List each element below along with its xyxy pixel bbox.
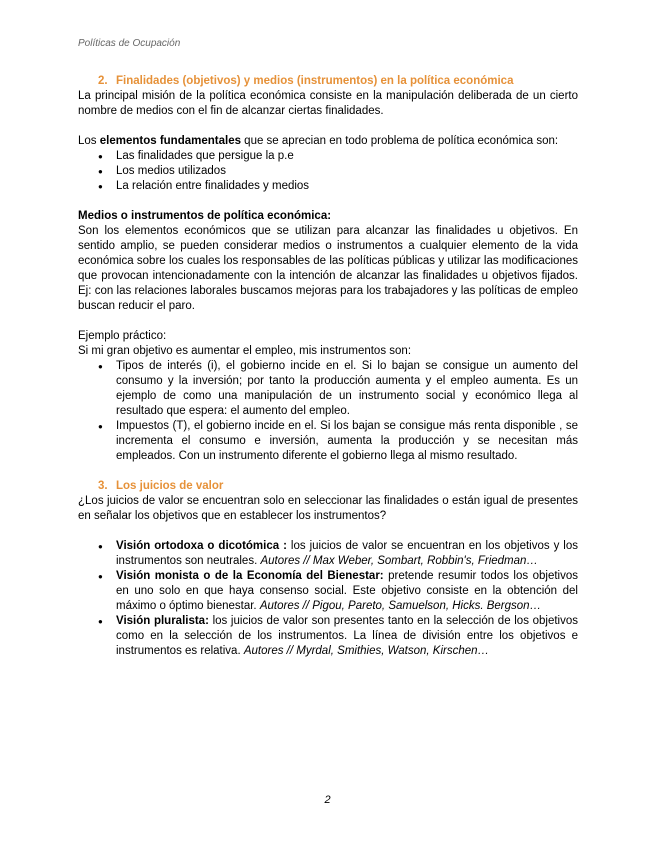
elements-sentence: Los elementos fundamentales que se aprecian en todo problema de política económica son:	[78, 135, 559, 147]
example-intro: Si mi gran objetivo es aumentar el empleo, mis instrumentos son:	[78, 345, 412, 357]
authors: Autores // Max Weber, Sombart, Robbin's, Friedman…	[260, 555, 538, 567]
section-2-title-text: Finalidades (objetivos) y medios (instrumentos) en la política económica	[116, 75, 514, 87]
section-2-number: 2.	[98, 75, 108, 87]
section-2-title	[78, 74, 578, 89]
list-item: ● Visión monista o de la Economía del Bienestar: pretende resumir todos los objetivos en uno solo en que haya consenso social. Este objetivo consiste en la obtención del máximo o óptimo bienestar. Autores // Pigou, Pareto, Samuelson, Hicks. Bergson…	[78, 569, 578, 614]
list-item: ● Visión pluralista: los juicios de valor son presentes tanto en la selección de los objetivos como en la selección de los instrumentos. La línea de división entre los objetivos e instrumentos es relativa. Autores // Myrdal, Smithies, Watson, Kirschen…	[78, 614, 578, 659]
page-content	[78, 74, 578, 659]
list-item: ● La relación entre finalidades y medios	[78, 179, 578, 194]
list-item: ● Los medios utilizados	[78, 164, 578, 179]
section-2-intro: La principal misión de la política económica consiste en la manipulación deliberada de un cierto nombre de medios con el fin de alcanzar ciertas finalidades.	[78, 90, 578, 117]
list-item: ● Tipos de interés (i), el gobierno incide en el. Si lo bajan se consigue un aumento del consumo y la inversión; por tanto la producción aumenta y el empleo aumenta. Es un ejemplo de como una manipulación de un instrumento social y económico llega al resultado que espera: el aumento del empleo.	[78, 359, 578, 419]
page-header: Políticas de Ocupación	[78, 38, 181, 49]
example-label: Ejemplo práctico:	[78, 330, 167, 342]
page-number: 2	[324, 794, 331, 806]
elements-list	[78, 149, 578, 194]
authors: Autores // Pigou, Pareto, Samuelson, Hicks. Bergson…	[259, 600, 542, 612]
vision-list	[78, 539, 578, 659]
authors: Autores // Myrdal, Smithies, Watson, Kirschen…	[243, 645, 490, 657]
section-3-title	[78, 479, 578, 494]
list-item: ● Visión ortodoxa o dicotómica : los juicios de valor se encuentran en los objetivos y los instrumentos son neutrales. Autores // Max Weber, Sombart, Robbin's, Friedman…	[78, 539, 578, 569]
section-3-question: ¿Los juicios de valor se encuentran solo en seleccionar las finalidades o están igual de presentes en señalar los objetivos que en establecer los instrumentos?	[78, 495, 578, 522]
section-3-title-text: Los juicios de valor	[116, 480, 224, 492]
section-3-number: 3.	[98, 480, 108, 492]
elements-bold: elementos fundamentales	[99, 135, 241, 147]
list-item: ● Impuestos (T), el gobierno incide en el. Si los bajan se consigue más renta disponible , se incrementa el consumo e inversión, aumenta la producción y se necesitan más empleados. Con un instrumento diferente el gobierno llega al mismo resultado.	[78, 419, 578, 464]
means-text: Son los elementos económicos que se utilizan para alcanzar las finalidades u objetivos. En sentido amplio, se pueden considerar medios o instrumentos a cualquier elemento de la vida económica sobre los cuales los responsables de las políticas públicas y utilizar las modificaciones que provocan intencionadamente con la intención de alcanzar las finalidades u objetivos fijados. Ej: con las relaciones laborales buscamos mejoras para los trabajadores y las políticas de empleo buscan reducir el paro.	[78, 225, 578, 312]
list-item: ● Las finalidades que persigue la p.e	[78, 149, 578, 164]
examples-list	[78, 359, 578, 464]
means-heading: Medios o instrumentos de política económica:	[78, 210, 332, 222]
